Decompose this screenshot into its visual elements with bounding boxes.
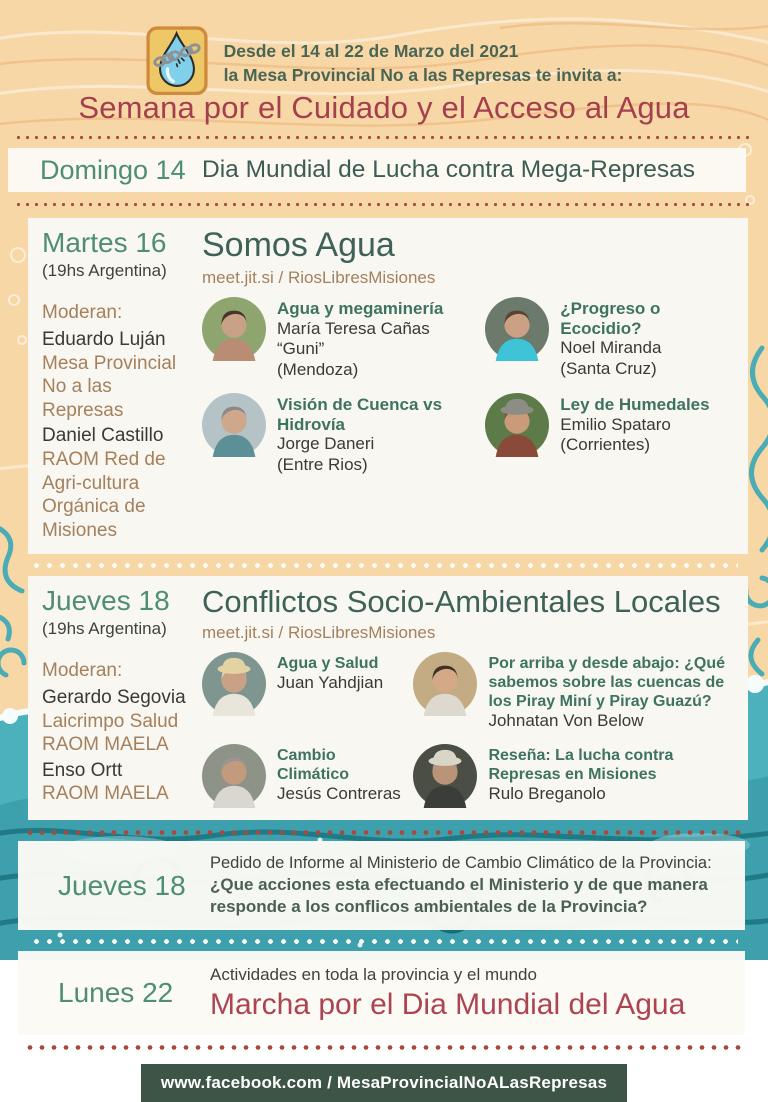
separator-dots bbox=[24, 829, 744, 836]
moderator-name: Daniel Castillo bbox=[42, 425, 164, 447]
moderator-name: Eduardo Luján bbox=[42, 329, 166, 351]
separator-dots bbox=[30, 938, 738, 945]
logo-water-drop-broken-chain-icon bbox=[146, 26, 208, 84]
talk-speaker: Emilio Spataro bbox=[560, 414, 671, 434]
meeting-link[interactable]: meet.jit.si / RiosLibresMisiones bbox=[202, 622, 436, 642]
speaker-photo bbox=[413, 744, 477, 808]
page-title: Semana por el Cuidado y el Acceso al Agua bbox=[78, 90, 690, 126]
jueves-card-left bbox=[42, 586, 194, 808]
talk-speaker: Johnatan Von Below bbox=[488, 711, 644, 731]
speaker-photo bbox=[202, 393, 266, 457]
speaker-photo bbox=[202, 297, 266, 361]
talk-title: Visión de Cuenca vs Hidrovía bbox=[277, 394, 443, 434]
martes-moderators bbox=[42, 301, 194, 542]
talk-speaker: Noel Miranda bbox=[560, 338, 662, 358]
talk-place: (Mendoza) bbox=[277, 360, 359, 380]
jueves-moderators bbox=[42, 659, 194, 806]
martes-card-left bbox=[42, 228, 194, 542]
talk-speaker: María Teresa Cañas “Guni” bbox=[277, 318, 430, 359]
speaker-photo bbox=[413, 652, 477, 716]
separator-dots bbox=[14, 134, 754, 141]
lunes-title: Marcha por el Dia Mundial del Agua bbox=[210, 987, 686, 1021]
talk-item bbox=[485, 297, 738, 381]
talk-speaker: Jesús Contreras bbox=[277, 784, 401, 804]
talk-speaker: Rulo Breganolo bbox=[488, 784, 606, 804]
talk-title: Por arriba y desde abajo: ¿Qué sabemos sobre las cuencas de los Piray Miní y Piray Guazú? bbox=[488, 654, 725, 711]
speaker-photo bbox=[202, 652, 266, 716]
separator-dots bbox=[14, 201, 754, 208]
speaker-photo bbox=[202, 744, 266, 808]
martes-title: Somos Agua bbox=[202, 226, 395, 265]
talk-item bbox=[202, 744, 409, 808]
moderators-label: Moderan: bbox=[42, 659, 123, 681]
talk-speaker: Jorge Daneri bbox=[277, 434, 375, 454]
talk-item bbox=[202, 652, 409, 732]
facebook-bar bbox=[141, 1064, 627, 1102]
jueves-time: (19hs Argentina) bbox=[42, 618, 167, 638]
moderator-org: Laicrimpo Salud RAOM MAELA bbox=[42, 710, 179, 756]
lunes-text bbox=[210, 964, 685, 1023]
speaker-photo bbox=[485, 393, 549, 457]
header bbox=[0, 0, 768, 87]
talk-speaker: Juan Yahdjian bbox=[277, 672, 384, 692]
facebook-url[interactable]: www.facebook.com / MesaProvincialNoALasRepresas bbox=[160, 1073, 608, 1093]
pedido-question: ¿Que acciones esta efectuando el Ministerio y de que manera responde a los conflicos ambientales de la Provincia? bbox=[210, 875, 708, 917]
talk-title: Reseña: La lucha contra Represas en Misiones bbox=[488, 747, 674, 784]
lunes-date: Lunes 22 bbox=[58, 977, 174, 1009]
moderators-label: Moderan: bbox=[42, 301, 123, 323]
talk-item bbox=[485, 393, 738, 476]
invite-line-2: la Mesa Provincial No a las Represas te invita a: bbox=[223, 64, 623, 85]
talk-title: ¿Progreso o Ecocidio? bbox=[560, 299, 661, 338]
talk-title: Agua y megaminería bbox=[277, 299, 444, 319]
talk-item bbox=[413, 744, 738, 808]
lunes-bar bbox=[18, 951, 745, 1036]
talk-place: (Santa Cruz) bbox=[560, 359, 657, 379]
moderator-org: RAOM MAELA bbox=[42, 783, 169, 805]
martes-card bbox=[28, 218, 748, 554]
domingo-date: Domingo 14 bbox=[40, 155, 186, 186]
lunes-subtitle: Actividades en toda la provincia y el mundo bbox=[210, 964, 537, 984]
separator-dots bbox=[30, 562, 738, 569]
jueves-title: Conflictos Socio-Ambientales Locales bbox=[202, 584, 721, 620]
martes-date: Martes 16 bbox=[42, 227, 167, 259]
moderator-org: Mesa Provincial No a las Represas bbox=[42, 352, 177, 421]
talk-item bbox=[202, 393, 481, 476]
pedido-date: Jueves 18 bbox=[58, 869, 186, 901]
pedido-text bbox=[210, 852, 745, 918]
jueves-card bbox=[28, 576, 748, 820]
jueves-talks bbox=[202, 652, 738, 808]
talk-item bbox=[202, 297, 481, 381]
domingo-title: Dia Mundial de Lucha contra Mega-Represas bbox=[202, 156, 695, 184]
jueves-card-right bbox=[194, 586, 738, 808]
pedido-bar bbox=[18, 841, 745, 929]
invite-line-1: Desde el 14 al 22 de Marzo del 2021 bbox=[223, 41, 519, 61]
separator-dots bbox=[24, 1044, 744, 1051]
martes-time: (19hs Argentina) bbox=[42, 260, 167, 280]
pedido-intro: Pedido de Informe al Ministerio de Cambio Climático de la Provincia: bbox=[210, 854, 712, 873]
meeting-link[interactable]: meet.jit.si / RiosLibresMisiones bbox=[202, 268, 436, 288]
speaker-photo bbox=[485, 297, 549, 361]
invite-text bbox=[224, 26, 623, 87]
martes-talks bbox=[202, 297, 738, 476]
martes-card-right bbox=[194, 228, 738, 542]
talk-title: Ley de Humedales bbox=[560, 394, 710, 414]
talk-title: Agua y Salud bbox=[277, 654, 379, 672]
moderator-org: RAOM Red de Agri-cultura Orgánica de Misiones bbox=[42, 449, 166, 541]
jueves-date: Jueves 18 bbox=[42, 585, 170, 617]
moderator-name: Gerardo Segovia bbox=[42, 687, 186, 709]
domingo-bar bbox=[8, 148, 746, 192]
moderator-name: Enso Ortt bbox=[42, 759, 123, 781]
talk-place: (Entre Rios) bbox=[277, 455, 368, 475]
talk-place: (Corrientes) bbox=[560, 435, 651, 455]
talk-title: Cambio Climático bbox=[277, 747, 350, 784]
talk-item bbox=[413, 652, 738, 732]
